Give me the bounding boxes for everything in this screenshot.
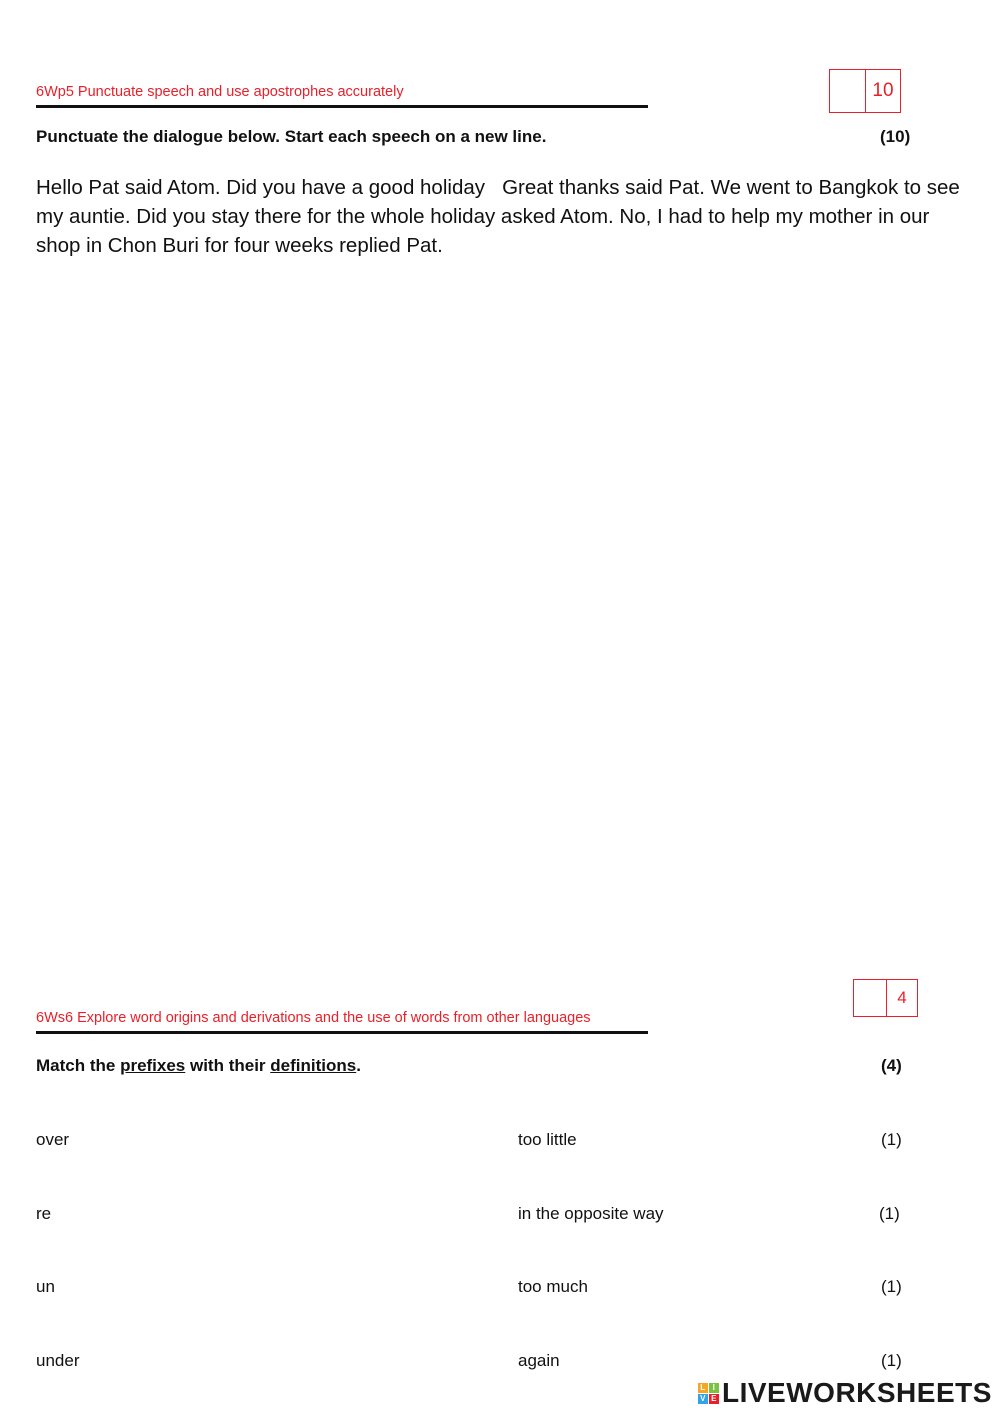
- mark-box: [829, 69, 901, 113]
- definition-item[interactable]: too much: [518, 1277, 588, 1296]
- row-mark: (1): [881, 1277, 902, 1296]
- row-mark: (1): [881, 1130, 902, 1149]
- instruction-part: .: [356, 1056, 361, 1075]
- objective-text: 6Ws6 Explore word origins and derivations and the use of words from other languages: [36, 1010, 591, 1026]
- instruction-part: with their: [185, 1056, 271, 1075]
- mark-box-blank[interactable]: [854, 980, 887, 1016]
- row-mark: (1): [879, 1204, 900, 1223]
- prefix-item[interactable]: under: [36, 1351, 80, 1370]
- instruction-text: Punctuate the dialogue below. Start each speech on a new line.: [36, 127, 547, 146]
- logo-letter: L: [698, 1383, 708, 1393]
- section-divider: [36, 1031, 648, 1034]
- marks-label: (4): [881, 1056, 902, 1075]
- logo-letter: E: [709, 1394, 719, 1404]
- section-divider: [36, 105, 648, 108]
- definition-item[interactable]: in the opposite way: [518, 1204, 664, 1223]
- instruction-part: Match the: [36, 1056, 121, 1075]
- mark-box-total: 10: [872, 80, 894, 101]
- instruction-keyword-definitions: definitions: [270, 1056, 357, 1075]
- marks-label: (10): [880, 127, 911, 146]
- objective-text: 6Wp5 Punctuate speech and use apostrophes accurately: [36, 84, 404, 100]
- logo-letter: I: [709, 1383, 719, 1393]
- liveworksheets-logo: [698, 1377, 992, 1409]
- prefix-item[interactable]: un: [36, 1277, 55, 1296]
- instruction-text: [36, 1056, 361, 1076]
- definition-item[interactable]: too little: [518, 1130, 577, 1149]
- instruction-keyword-prefixes: prefixes: [120, 1056, 186, 1075]
- mark-box-total: 4: [897, 988, 907, 1007]
- mark-box-blank[interactable]: [830, 70, 866, 112]
- prefix-item[interactable]: over: [36, 1130, 70, 1149]
- prefix-item[interactable]: re: [36, 1204, 52, 1223]
- row-mark: (1): [881, 1351, 902, 1370]
- logo-letter: V: [698, 1394, 708, 1404]
- mark-box: [853, 979, 918, 1017]
- liveworksheets-logo-text: LIVEWORKSHEETS: [722, 1377, 992, 1408]
- liveworksheets-logo-icon: [698, 1383, 719, 1404]
- definition-item[interactable]: again: [518, 1351, 560, 1370]
- dialogue-passage: Hello Pat said Atom. Did you have a good holiday Great thanks said Pat. We went to Bangkok to see my auntie. Did you stay there for the whole holiday asked Atom. No, I had to help my mother in our shop in Chon Buri for four weeks replied Pat.: [36, 176, 966, 257]
